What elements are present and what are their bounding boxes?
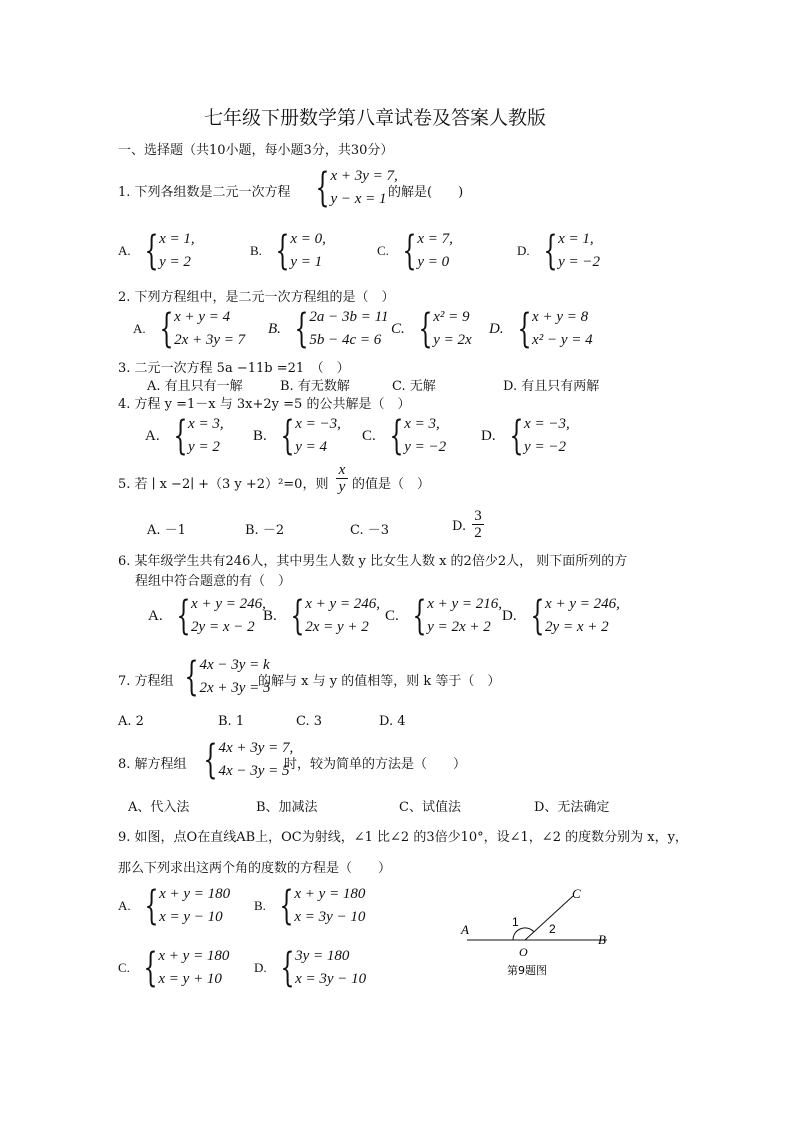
q8-option-a: A、代入法 — [128, 800, 190, 815]
q7-option-b: B. 1 — [218, 714, 245, 729]
q7-stem: 7. 方程组 — [118, 674, 174, 689]
q4-option-d: D. { x = −3, y = −2 — [481, 413, 570, 459]
point-a-label: A — [461, 922, 469, 937]
q6-option-b: B. { x + y = 246, 2x = y + 2 — [263, 593, 381, 639]
q2-stem: 2. 下列方程组中，是二元一次方程组的是（ ） — [118, 290, 395, 305]
q5-option-b: B. －2 — [245, 523, 285, 538]
q1-option-c: C. { x = 7, y = 0 — [377, 228, 453, 274]
q9-option-a: A. { x + y = 180 x = y − 10 — [118, 883, 231, 929]
q4-stem: 4. 方程 y =1－x 与 3x+2y =5 的公共解是（ ） — [118, 397, 411, 412]
q7-stem-end: 的解与 x 与 y 的值相等，则 k 等于（ ） — [258, 674, 501, 689]
q6-stem-line2: 程组中符合题意的有（ ） — [135, 574, 292, 589]
point-o-label: O — [519, 945, 528, 959]
q3-option-b: B. 有无数解 — [280, 379, 350, 394]
q2-option-c: C. { x² = 9 y = 2x — [391, 306, 472, 352]
q8-option-c: C、试值法 — [399, 800, 461, 815]
q4-option-b: B. { x = −3, y = 4 — [253, 413, 341, 459]
q5-option-c: C. －3 — [350, 523, 390, 538]
q5-fraction: x y — [336, 462, 348, 495]
q5-option-a: A. －1 — [147, 523, 186, 538]
q9-option-c: C. { x + y = 180 x = y + 10 — [118, 945, 230, 991]
q1-stem: 1. 下列各组数是二元一次方程 — [118, 185, 291, 200]
q1-stem-end: 的解是( ) — [388, 185, 464, 200]
q8-stem-end: 时，较为简单的方法是（ ） — [284, 757, 467, 772]
q6-option-d: D. { x + y = 246, 2y = x + 2 — [502, 593, 620, 639]
q1-option-b: B. { x = 0, y = 1 — [250, 228, 326, 274]
q2-option-a: A. { x + y = 4 2x + 3y = 7 — [133, 306, 246, 352]
q1-option-a: A. { x = 1, y = 2 — [118, 228, 195, 274]
q5-option-d: D. — [452, 519, 467, 534]
q7-option-c: C. 3 — [296, 714, 323, 729]
q9-figure — [455, 880, 615, 980]
q7-option-a: A. 2 — [118, 714, 144, 729]
q5-stem: 5. 若 ∣ x −2∣ +（3 y +2）²=0，则 — [118, 477, 329, 492]
angle-1-label: 1 — [512, 915, 519, 929]
q5-stem-end: 的值是（ ） — [352, 477, 431, 492]
page-title: 七年级下册数学第八章试卷及答案人教版 — [204, 107, 547, 129]
q7-option-d: D. 4 — [379, 714, 406, 729]
q4-option-a: A. { x = 3, y = 2 — [145, 413, 224, 459]
q6-option-c: C. { x + y = 216, y = 2x + 2 — [385, 593, 503, 639]
q2-option-b: B. { 2a − 3b = 11 5b − 4c = 6 — [268, 306, 389, 352]
q4-option-c: C. { x = 3, y = −2 — [362, 413, 447, 459]
q3-stem: 3. 二元一次方程 5a −11b =21 （ ） — [118, 361, 350, 376]
q8-stem: 8. 解方程组 — [118, 757, 187, 772]
q6-option-a: A. { x + y = 246, 2y = x − 2 — [148, 593, 266, 639]
q5-option-d-fraction: 3 2 — [472, 508, 484, 541]
figure-caption: 第9题图 — [507, 964, 547, 977]
q9-option-b: B. { x + y = 180 x = 3y − 10 — [254, 883, 366, 929]
q1-system: { x + 3y = 7, y − x = 1 — [315, 165, 398, 211]
q8-option-b: B、加减法 — [256, 800, 318, 815]
q3-option-d: D. 有且只有两解 — [503, 379, 600, 394]
q2-option-d: D. { x + y = 8 x² − y = 4 — [489, 306, 593, 352]
q3-option-c: C. 无解 — [392, 379, 436, 394]
q9-option-d: D. { 3y = 180 x = 3y − 10 — [254, 945, 367, 991]
q8-system: { 4x + 3y = 7, 4x − 3y = 5 — [203, 737, 294, 783]
section-heading: 一、选择题（共10小题，每小题3分，共30分） — [118, 143, 394, 158]
q1-option-d: D. { x = 1, y = −2 — [517, 228, 600, 274]
q9-stem-line2: 那么下列求出这两个角的度数的方程是（ ） — [118, 861, 392, 876]
q7-system: { 4x − 3y = k 2x + 3y = 5 — [184, 654, 271, 700]
q8-option-d: D、无法确定 — [534, 800, 610, 815]
angle-2-label: 2 — [549, 922, 556, 936]
q6-stem-line1: 6. 某年级学生共有246人，其中男生人数 y 比女生人数 x 的2倍少2人， 则下面所列的方 — [118, 554, 628, 569]
q3-option-a: A. 有且只有一解 — [147, 379, 243, 394]
point-c-label: C — [572, 886, 581, 901]
point-b-label: B — [598, 932, 606, 947]
q9-stem-line1: 9. 如图，点O在直线AB上，OC为射线，∠1 比∠2 的3倍少10°，设∠1，∠2 的度数分别为 x，y， — [118, 830, 688, 845]
